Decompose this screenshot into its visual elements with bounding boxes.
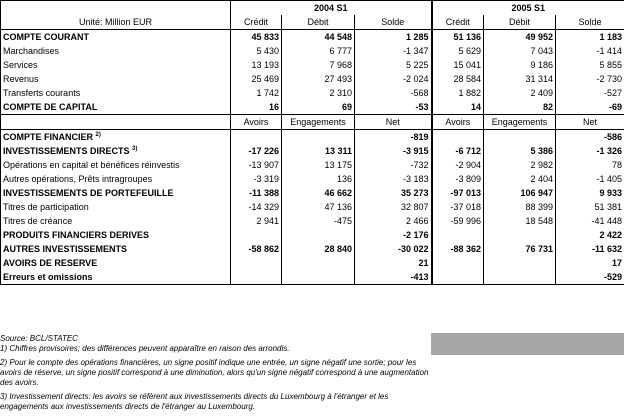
cell-value: -3 183 (355, 172, 432, 186)
table-row (1, 144, 624, 158)
header-blank (1, 115, 231, 130)
row-label (1, 214, 231, 228)
cell-value (432, 228, 484, 242)
table-row (1, 100, 624, 115)
col-header-2: Net (355, 115, 432, 130)
row-label-text: COMPTE COURANT (3, 31, 89, 42)
cell-value: 45 833 (231, 30, 282, 45)
cell-value: 7 043 (484, 44, 556, 58)
cell-value: -41 448 (556, 214, 624, 228)
table-row (1, 214, 624, 228)
cell-value: -2 024 (355, 72, 432, 86)
row-label (1, 144, 231, 158)
cell-value: 35 273 (355, 186, 432, 200)
col-header-2: Engagements (282, 115, 355, 130)
cell-value: 2 466 (355, 214, 432, 228)
table-row (1, 158, 624, 172)
col-header-balance-2004: Solde (355, 15, 432, 30)
cell-value: 5 386 (484, 144, 556, 158)
cell-value: -529 (556, 270, 624, 285)
row-label-text: Transferts courants (3, 87, 81, 98)
cell-value: -11 632 (556, 242, 624, 256)
cell-value: 18 548 (484, 214, 556, 228)
cell-value: -53 (355, 100, 432, 115)
table-row (1, 200, 624, 214)
cell-value: 44 548 (282, 30, 355, 45)
cell-value: 16 (231, 100, 282, 115)
cell-value: 14 (432, 100, 484, 115)
cell-value (231, 270, 282, 285)
cell-value: 13 175 (282, 158, 355, 172)
cell-value: -3 809 (432, 172, 484, 186)
table-row (1, 228, 624, 242)
cell-value: 136 (282, 172, 355, 186)
row-label (1, 242, 231, 256)
cell-value: 31 314 (484, 72, 556, 86)
row-label (1, 270, 231, 285)
cell-value: -568 (355, 86, 432, 100)
cell-value: 78 (556, 158, 624, 172)
row-label-text: Erreurs et omissions (3, 271, 93, 282)
cell-value: -2 176 (355, 228, 432, 242)
cell-value: 1 882 (432, 86, 484, 100)
cell-value: -13 907 (231, 158, 282, 172)
cell-value (484, 228, 556, 242)
cell-value: 106 947 (484, 186, 556, 200)
cell-value: -6 712 (432, 144, 484, 158)
cell-value: -17 226 (231, 144, 282, 158)
cell-value (282, 256, 355, 270)
cell-value: 28 584 (432, 72, 484, 86)
row-label (1, 58, 231, 72)
cell-value: 6 777 (282, 44, 355, 58)
row-label-text: Services (3, 59, 38, 70)
footnote-2: 2) Pour le compte des opérations financières, un signe positif indique une entrée, un signe négatif une sortie; pour les avoirs de réserve, un signe positif correspond à une diminution, alors qu'un signe négatif correspond à une augmentation des avoirs. (0, 358, 429, 387)
cell-value: -527 (556, 86, 624, 100)
table-row (1, 30, 624, 45)
row-label (1, 158, 231, 172)
footnote-ref: 3) (132, 145, 138, 152)
cell-value: -59 996 (432, 214, 484, 228)
col-header-credit-2004: Crédit (231, 15, 282, 30)
cell-value: 17 (556, 256, 624, 270)
cell-value: -2 904 (432, 158, 484, 172)
row-label-text: Titres de participation (3, 201, 89, 212)
row-label (1, 72, 231, 86)
col-header-balance-2005: Solde (556, 15, 624, 30)
cell-value: 1 183 (556, 30, 624, 45)
cell-value: -2 730 (556, 72, 624, 86)
footnote-3: 3) Investissement directs: les avoirs se réfèrent aux investissements directs du Luxembourg à l'étranger et les engagements aux investissements directs de l'étranger au Luxembourg. (0, 392, 389, 411)
source-note: Source: BCL/STATEC (0, 334, 78, 343)
row-label-text: INVESTISSEMENTS DIRECTS (3, 145, 130, 156)
row-label-text: COMPTE FINANCIER (3, 131, 93, 142)
cell-value: 46 662 (282, 186, 355, 200)
cell-value: 2 404 (484, 172, 556, 186)
cell-value: 1 742 (231, 86, 282, 100)
cell-value (484, 270, 556, 285)
cell-value: -14 329 (231, 200, 282, 214)
cell-value: -58 862 (231, 242, 282, 256)
table-row (1, 186, 624, 200)
cell-value (231, 130, 282, 145)
cell-value: 13 311 (282, 144, 355, 158)
cell-value (282, 228, 355, 242)
row-label-text: INVESTISSEMENTS DE PORTEFEUILLE (3, 187, 174, 198)
cell-value: 1 285 (355, 30, 432, 45)
period-2005-header: 2005 S1 (432, 1, 624, 16)
cell-value: -586 (556, 130, 624, 145)
cell-value: 47 136 (282, 200, 355, 214)
cell-value: -819 (355, 130, 432, 145)
cell-value: 25 469 (231, 72, 282, 86)
col-header-2: Engagements (484, 115, 556, 130)
row-label-text: PRODUITS FINANCIERS DERIVES (3, 229, 150, 240)
col-header-2: Net (556, 115, 624, 130)
cell-value: -1 405 (556, 172, 624, 186)
table-row (1, 72, 624, 86)
table-row (1, 86, 624, 100)
row-label (1, 172, 231, 186)
cell-value: 21 (355, 256, 432, 270)
footnote-1: 1) Chiffres provisoires; des différences peuvent apparaître en raison des arrondis. (0, 344, 290, 353)
row-label (1, 200, 231, 214)
table-row (1, 242, 624, 256)
row-label (1, 256, 231, 270)
row-label-text: COMPTE DE CAPITAL (3, 101, 98, 112)
cell-value: 51 136 (432, 30, 484, 45)
cell-value: 69 (282, 100, 355, 115)
cell-value: -3 915 (355, 144, 432, 158)
row-label (1, 44, 231, 58)
cell-value: 15 041 (432, 58, 484, 72)
cell-value: -88 362 (432, 242, 484, 256)
row-label (1, 186, 231, 200)
cell-value (282, 130, 355, 145)
cell-value: 5 430 (231, 44, 282, 58)
cell-value: 2 422 (556, 228, 624, 242)
row-label-text: Marchandises (3, 45, 60, 56)
cell-value: 32 807 (355, 200, 432, 214)
cell-value (282, 270, 355, 285)
cell-value: -1 414 (556, 44, 624, 58)
cell-value: 2 409 (484, 86, 556, 100)
cell-value: -1 347 (355, 44, 432, 58)
header-blank (1, 1, 231, 16)
cell-value: 82 (484, 100, 556, 115)
cell-value: 76 731 (484, 242, 556, 256)
cell-value: -413 (355, 270, 432, 285)
cell-value: -97 013 (432, 186, 484, 200)
row-label (1, 130, 231, 145)
cell-value: 2 982 (484, 158, 556, 172)
column-header-row (1, 15, 624, 30)
col-header-2: Avoirs (231, 115, 282, 130)
cell-value: 2 310 (282, 86, 355, 100)
table-row (1, 256, 624, 270)
cell-value: 88 399 (484, 200, 556, 214)
table-row (1, 58, 624, 72)
cell-value: -37 018 (432, 200, 484, 214)
cell-value: 27 493 (282, 72, 355, 86)
table-row (1, 172, 624, 186)
row-label-text: Autres opérations, Prêts intragroupes (3, 173, 153, 184)
column-header-row-2 (1, 115, 624, 130)
table-body (1, 1, 624, 285)
col-header-credit-2005: Crédit (432, 15, 484, 30)
row-label (1, 100, 231, 115)
unit-label: Unité: Million EUR (1, 15, 231, 30)
cell-value: 28 840 (282, 242, 355, 256)
cell-value: 5 225 (355, 58, 432, 72)
footnotes (0, 334, 430, 412)
cell-value: -11 388 (231, 186, 282, 200)
row-label-text: Titres de créance (3, 215, 73, 226)
table-row (1, 130, 624, 145)
cell-value: -1 326 (556, 144, 624, 158)
cell-value: 7 968 (282, 58, 355, 72)
cell-value (432, 256, 484, 270)
cell-value: -30 022 (355, 242, 432, 256)
row-label (1, 86, 231, 100)
period-header-row (1, 1, 624, 16)
cell-value (484, 130, 556, 145)
shaded-block (431, 333, 624, 355)
cell-value: 5 629 (432, 44, 484, 58)
cell-value: 9 186 (484, 58, 556, 72)
cell-value (432, 130, 484, 145)
row-label-text: AUTRES INVESTISSEMENTS (3, 243, 128, 254)
row-label-text: Opérations en capital et bénéfices réinvestis (3, 159, 180, 170)
row-label (1, 30, 231, 45)
cell-value: 51 381 (556, 200, 624, 214)
row-label (1, 228, 231, 242)
cell-value: -3 319 (231, 172, 282, 186)
row-label-text: Revenus (3, 73, 39, 84)
cell-value (231, 228, 282, 242)
cell-value (432, 270, 484, 285)
period-2004-header: 2004 S1 (231, 1, 432, 16)
footnote-ref: 2) (95, 131, 101, 138)
table-row (1, 44, 624, 58)
col-header-debit-2005: Débit (484, 15, 556, 30)
cell-value: 13 193 (231, 58, 282, 72)
cell-value (484, 256, 556, 270)
cell-value: 5 855 (556, 58, 624, 72)
cell-value (231, 256, 282, 270)
cell-value: -69 (556, 100, 624, 115)
cell-value: -475 (282, 214, 355, 228)
cell-value: 2 941 (231, 214, 282, 228)
cell-value: 49 952 (484, 30, 556, 45)
col-header-debit-2004: Débit (282, 15, 355, 30)
col-header-2: Avoirs (432, 115, 484, 130)
cell-value: -732 (355, 158, 432, 172)
row-label-text: AVOIRS DE RESERVE (3, 257, 98, 268)
table-row (1, 270, 624, 285)
cell-value: 9 933 (556, 186, 624, 200)
